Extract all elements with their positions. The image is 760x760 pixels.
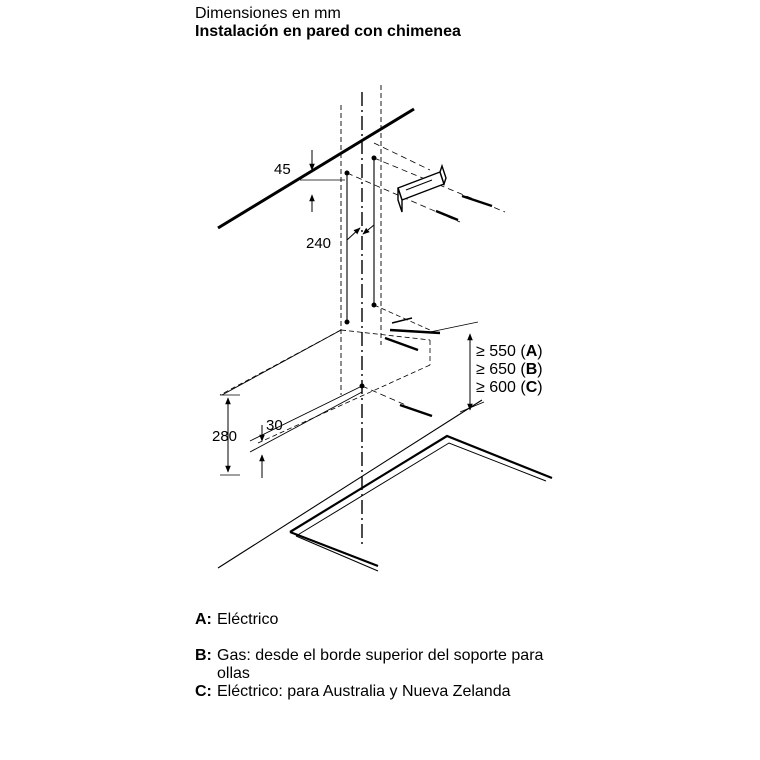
legend-key: C: bbox=[195, 683, 212, 700]
hood-edge-upper bbox=[222, 330, 341, 395]
legend-text: Eléctrico bbox=[217, 611, 279, 628]
ceiling-line bbox=[218, 109, 414, 228]
clearance-ext-top bbox=[430, 322, 478, 332]
dim-45-label: 45 bbox=[274, 161, 291, 178]
hood-outline bbox=[220, 305, 430, 443]
clearance-a: ≥ 550 (A) bbox=[476, 343, 543, 360]
legend-text: Gas: desde el borde superior del soporte para ollas bbox=[217, 647, 544, 682]
dim-30-label: 30 bbox=[266, 417, 283, 434]
screw-upper-1 bbox=[462, 196, 492, 206]
dim-240-arrow-right bbox=[363, 225, 374, 234]
bolt-lower-3 bbox=[392, 318, 412, 323]
legend-item-b bbox=[195, 647, 557, 683]
legend-text: Eléctrico: para Australia y Nueva Zelanda bbox=[217, 683, 511, 700]
lower-guide bbox=[362, 386, 408, 406]
legend-key: B: bbox=[195, 647, 212, 664]
wall-line bbox=[218, 400, 482, 568]
mounting-points bbox=[345, 156, 377, 389]
bolt-lower-4 bbox=[400, 405, 432, 416]
dim-240-label: 240 bbox=[306, 235, 332, 252]
bolt-lower-2 bbox=[385, 338, 418, 350]
legend-item-a bbox=[195, 611, 557, 629]
diagram-subtitle: Instalación en pared con chimenea bbox=[195, 23, 461, 40]
screw-upper-2 bbox=[436, 211, 458, 220]
legend-key: A: bbox=[195, 611, 212, 628]
clearance-ext-bottom bbox=[460, 402, 484, 412]
diagram-title: Dimensiones en mm bbox=[195, 5, 341, 22]
dim-240-arrow-left bbox=[347, 228, 360, 240]
clearance-b: ≥ 650 (B) bbox=[476, 361, 543, 378]
legend-item-c bbox=[195, 683, 557, 701]
dim-280-label: 280 bbox=[212, 428, 238, 445]
clearance-c: ≥ 600 (C) bbox=[476, 379, 543, 396]
upper-guide-3 bbox=[374, 143, 430, 170]
cooktop bbox=[290, 436, 552, 571]
